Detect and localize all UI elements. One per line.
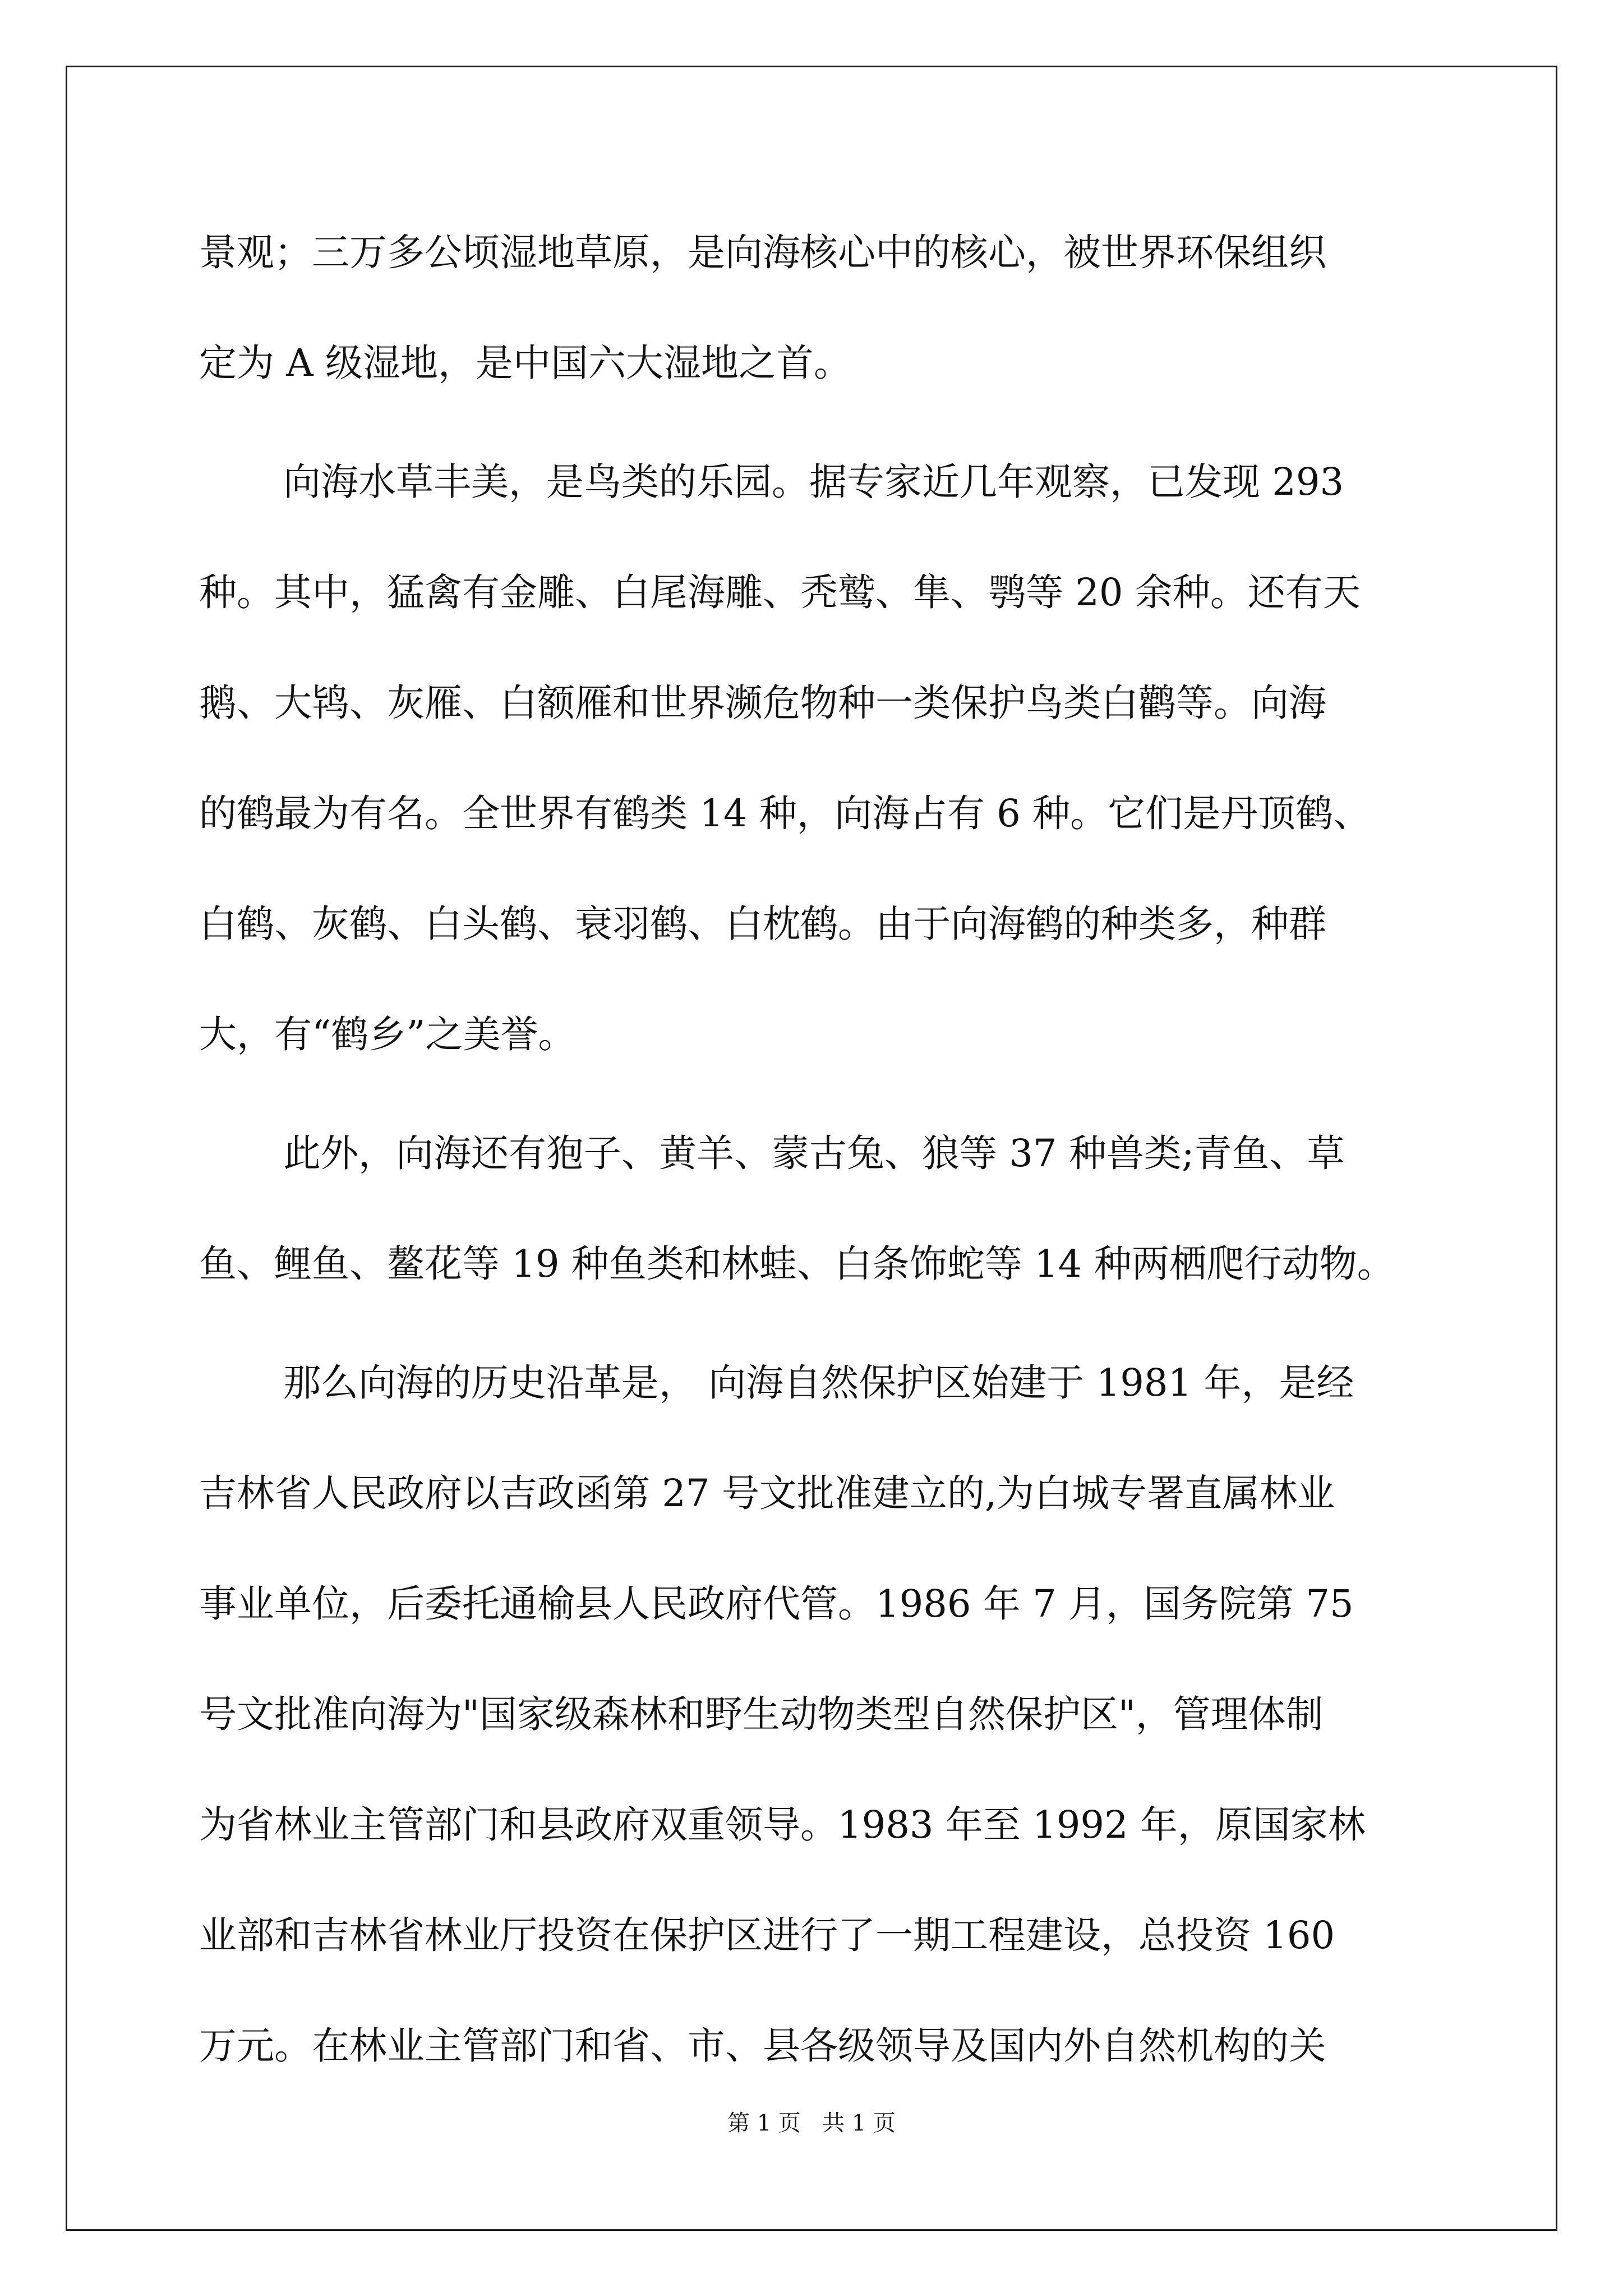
text-line: 的鹤最为有名。全世界有鹤类 14 种，向海占有 6 种。它们是丹顶鹤、: [199, 792, 1371, 835]
text-line: 事业单位，后委托通榆县人民政府代管。1986 年 7 月，国务院第 75: [199, 1582, 1354, 1626]
text-line: 鱼、鲤鱼、鳌花等 19 种鱼类和林蛙、白条饰蛇等 14 种两栖爬行动物。: [199, 1242, 1395, 1286]
text-line: 定为 A 级湿地，是中国六大湿地之首。: [199, 341, 851, 385]
text-line: 白鹤、灰鹤、白头鹤、衰羽鹤、白枕鹤。由于向海鹤的种类多，种群: [199, 902, 1326, 946]
text-line: 大，有“鹤乡”之美誉。: [199, 1013, 576, 1056]
text-line: 吉林省人民政府以吉政函第 27 号文批准建立的,为白城专署直属林业: [199, 1471, 1335, 1515]
text-line: 种。其中，猛禽有金雕、白尾海雕、秃鹫、隼、鹗等 20 余种。还有天: [199, 570, 1361, 614]
text-line: 景观；三万多公顷湿地草原，是向海核心中的核心，被世界环保组织: [199, 231, 1326, 274]
page-number-footer: 第 1 页 共 1 页: [727, 2110, 896, 2136]
text-line: 号文批准向海为"国家级森林和野生动物类型自然保护区"，管理体制: [199, 1692, 1324, 1736]
paragraph-first-line: 此外，向海还有狍子、黄羊、蒙古兔、狼等 37 种兽类;青鱼、草: [283, 1131, 1345, 1175]
document-body: [199, 208, 1433, 2111]
text-line: 万元。在林业主管部门和省、市、县各级领导及国内外自然机构的关: [199, 2024, 1326, 2068]
text-line: 业部和吉林省林业厅投资在保护区进行了一期工程建设，总投资 160: [199, 1913, 1335, 1957]
paragraph-first-line: 那么向海的历史沿革是， 向海自然保护区始建于 1981 年，是经: [283, 1361, 1354, 1405]
text-line: 为省林业主管部门和县政府双重领导。1983 年至 1992 年，原国家林: [199, 1803, 1366, 1847]
paragraph-first-line: 向海水草丰美，是鸟类的乐园。据专家近几年观察，已发现 293: [283, 460, 1344, 504]
text-line: 鹅、大鸨、灰雁、白额雁和世界濒危物种一类保护鸟类白鹳等。向海: [199, 681, 1326, 725]
